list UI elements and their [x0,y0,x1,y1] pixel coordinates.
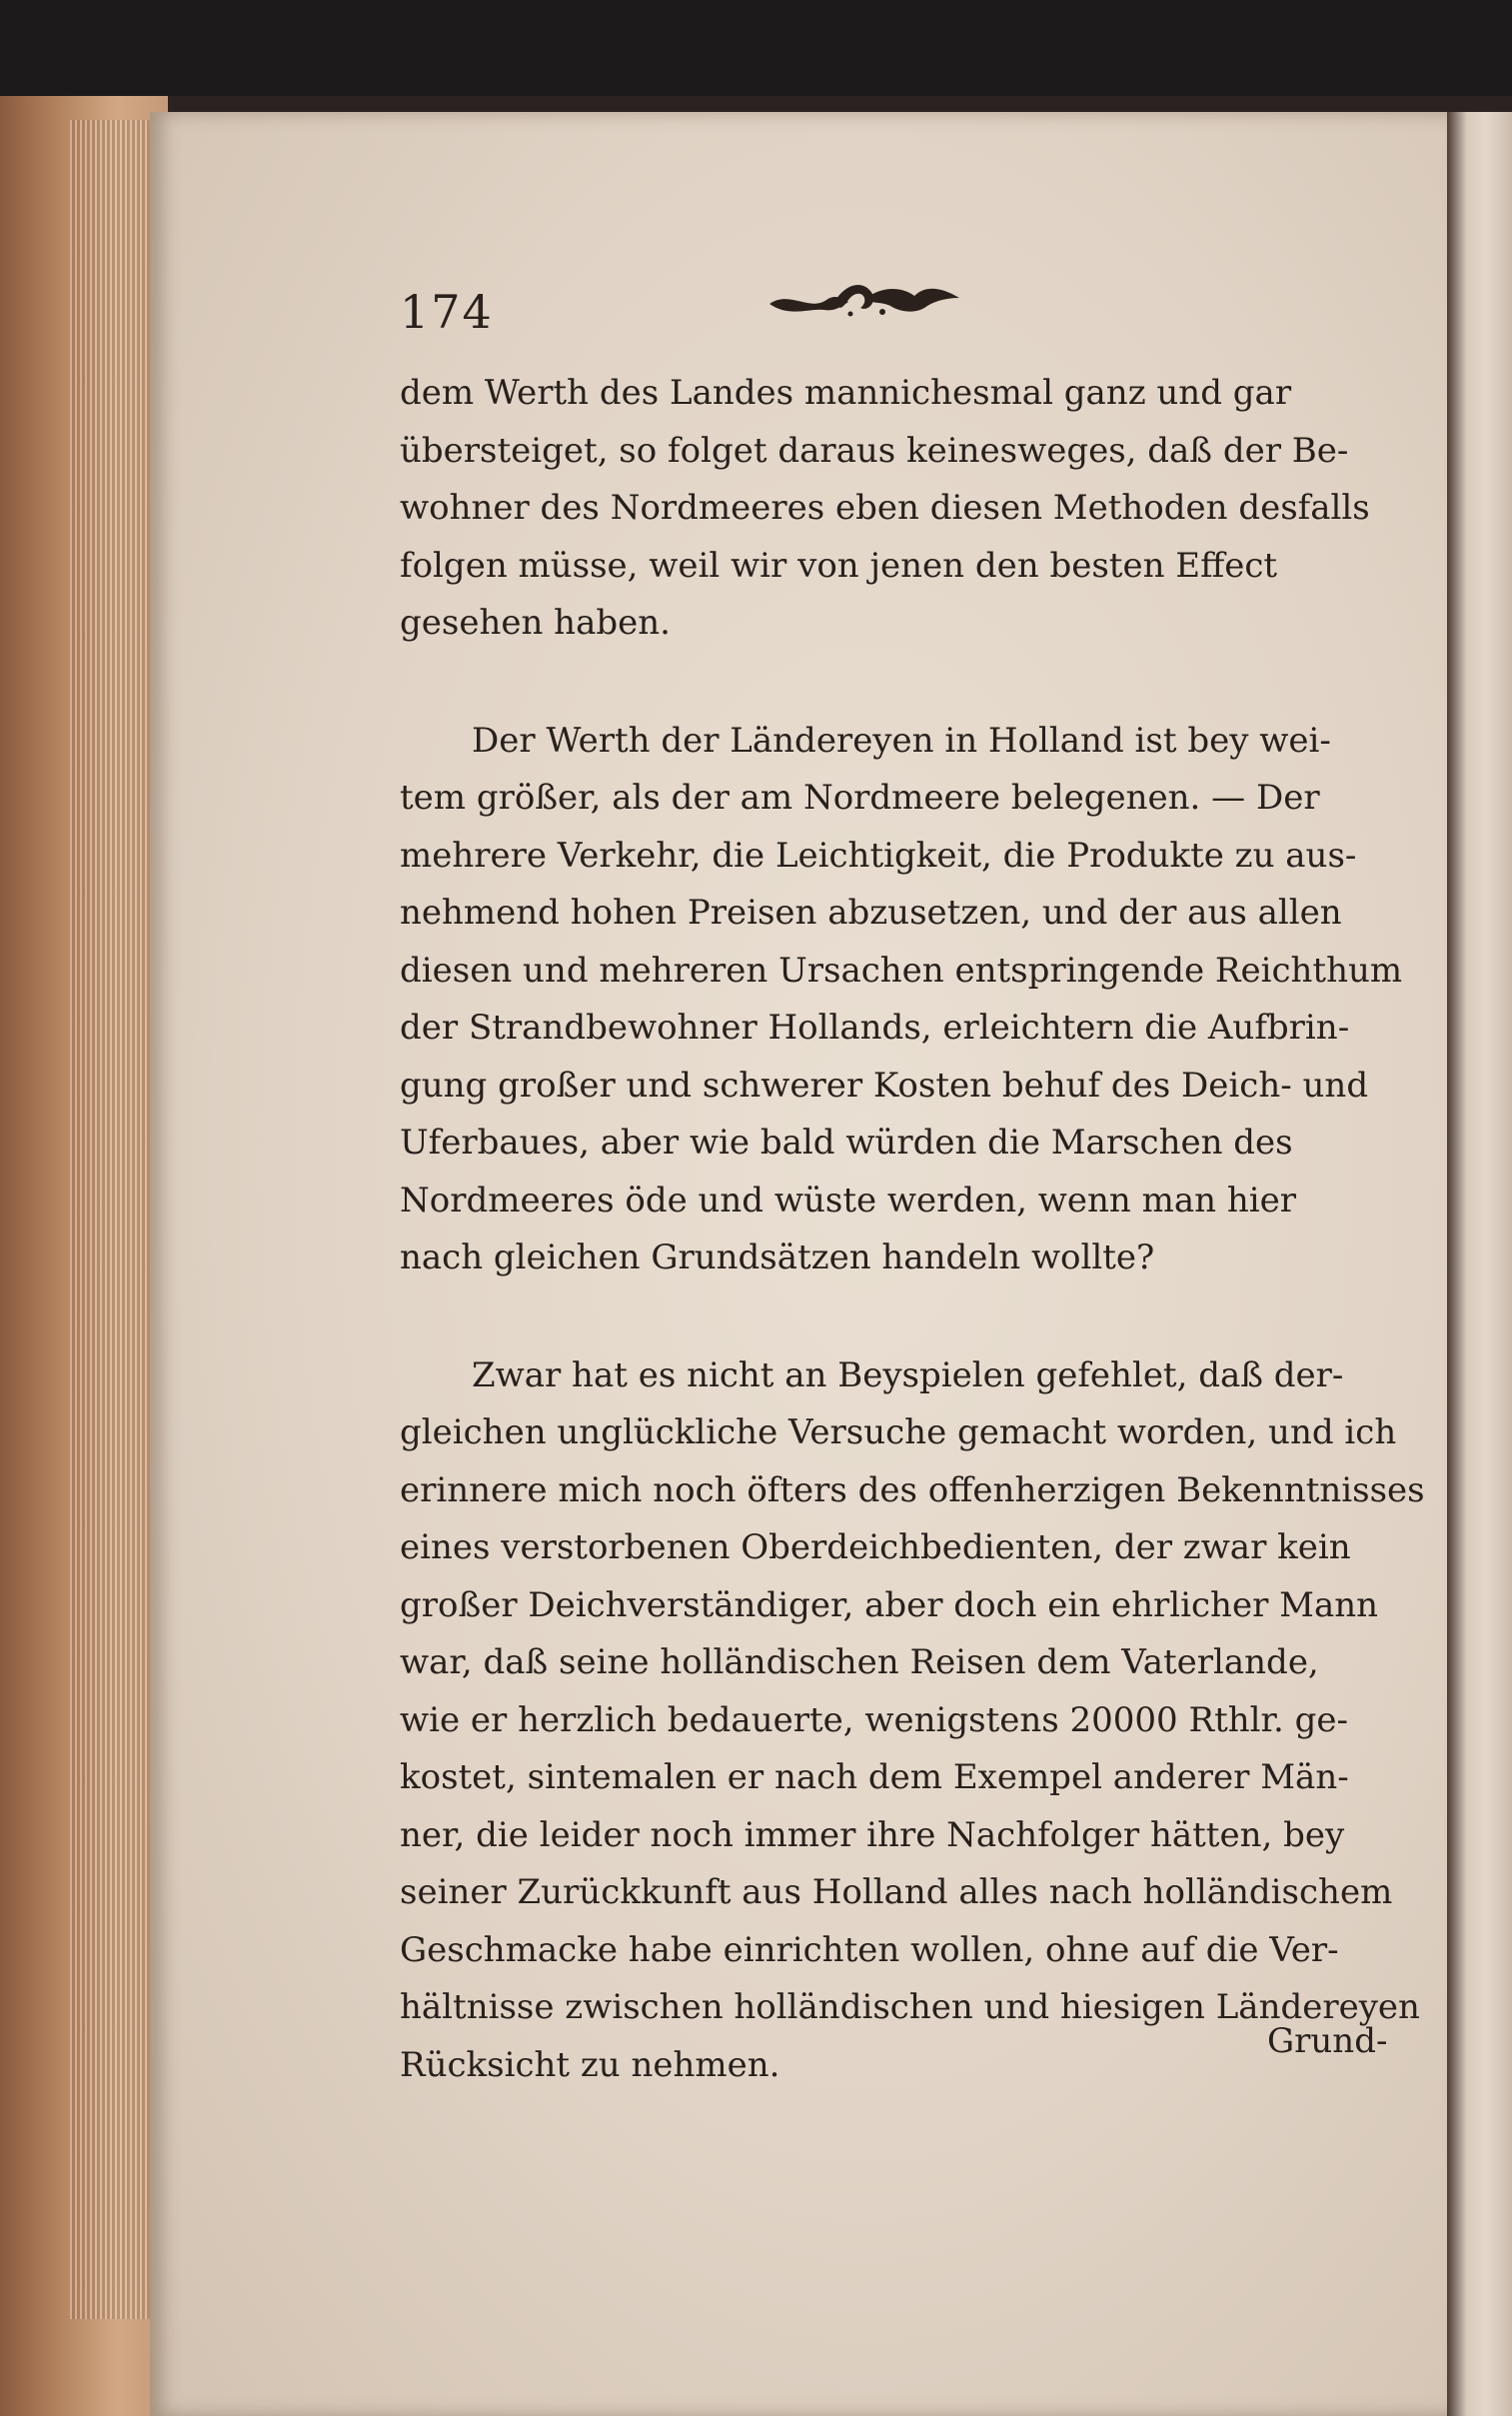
text-line: tem größer, als der am Nordmeere belegenen. — Der [400,778,1320,818]
body-text [400,365,1425,2094]
paragraph-gap [400,1287,1359,1347]
paragraph-2 [400,713,1403,1287]
text-line: der Strandbewohner Hollands, erleichtern die Aufbrin- [400,1008,1350,1048]
text-line: nach gleichen Grundsätzen handeln wollte? [400,1237,1155,1277]
page-edges-lines [70,120,160,2319]
text-line: eines verstorbenen Oberdeichbedienten, der zwar kein [400,1527,1351,1567]
text-line: Der Werth der Ländereyen in Holland ist bey wei- [472,720,1331,761]
text-line: nehmend hohen Preisen abzusetzen, und der aus allen [400,893,1342,933]
text-line: Uferbaues, aber wie bald würden die Marschen des [400,1123,1293,1163]
text-line: dem Werth des Landes mannichesmal ganz und gar [400,373,1292,413]
paragraph-3 [400,1347,1425,2095]
next-page-edge [1447,112,1512,2416]
text-line: war, daß seine holländischen Reisen dem Vaterlande, [400,1642,1319,1682]
text-line: erinnere mich noch öfters des offenherzigen Bekenntnisses [400,1469,1425,1510]
text-line: übersteiget, so folget daraus keinesweges, daß der Be- [400,430,1349,471]
text-line: diesen und mehreren Ursachen entspringende Reichthum [400,950,1403,991]
text-line: mehrere Verkehr, die Leichtigkeit, die Produkte zu aus- [400,835,1357,876]
text-line: gesehen haben. [400,603,671,643]
page-number: 174 [400,285,494,339]
text-line: hältnisse zwischen holländischen und hiesigen Ländereyen [400,1987,1420,2027]
text-line: ner, die leider noch immer ihre Nachfolger hätten, bey [400,1814,1345,1855]
text-line: wie er herzlich bedauerte, wenigstens 20000 Rthlr. ge- [400,1699,1349,1740]
paragraph-gap [400,653,1359,713]
ornament-icon [764,272,964,332]
text-line: Zwar hat es nicht an Beyspielen gefehlet, daß der- [472,1354,1344,1395]
catchword: Grund- [1267,2021,1388,2061]
text-line: Rücksicht zu nehmen. [400,2044,780,2085]
text-line: gung großer und schwerer Kosten behuf des Deich- und [400,1065,1369,1106]
text-line: folgen müsse, weil wir von jenen den besten Effect [400,545,1278,586]
paragraph-1 [400,365,1370,653]
text-line: Geschmacke habe einrichten wollen, ohne auf die Ver- [400,1929,1339,1970]
text-line: wohner des Nordmeeres eben diesen Methoden desfalls [400,488,1370,528]
text-line: seiner Zurückkunft aus Holland alles nach holländischem [400,1872,1393,1912]
text-line: kostet, sintemalen er nach dem Exempel anderer Män- [400,1757,1349,1797]
text-line: großer Deichverständiger, aber doch ein ehrlicher Mann [400,1584,1379,1625]
text-line: gleichen unglückliche Versuche gemacht worden, und ich [400,1412,1397,1452]
text-line: Nordmeeres öde und wüste werden, wenn man hier [400,1180,1296,1220]
